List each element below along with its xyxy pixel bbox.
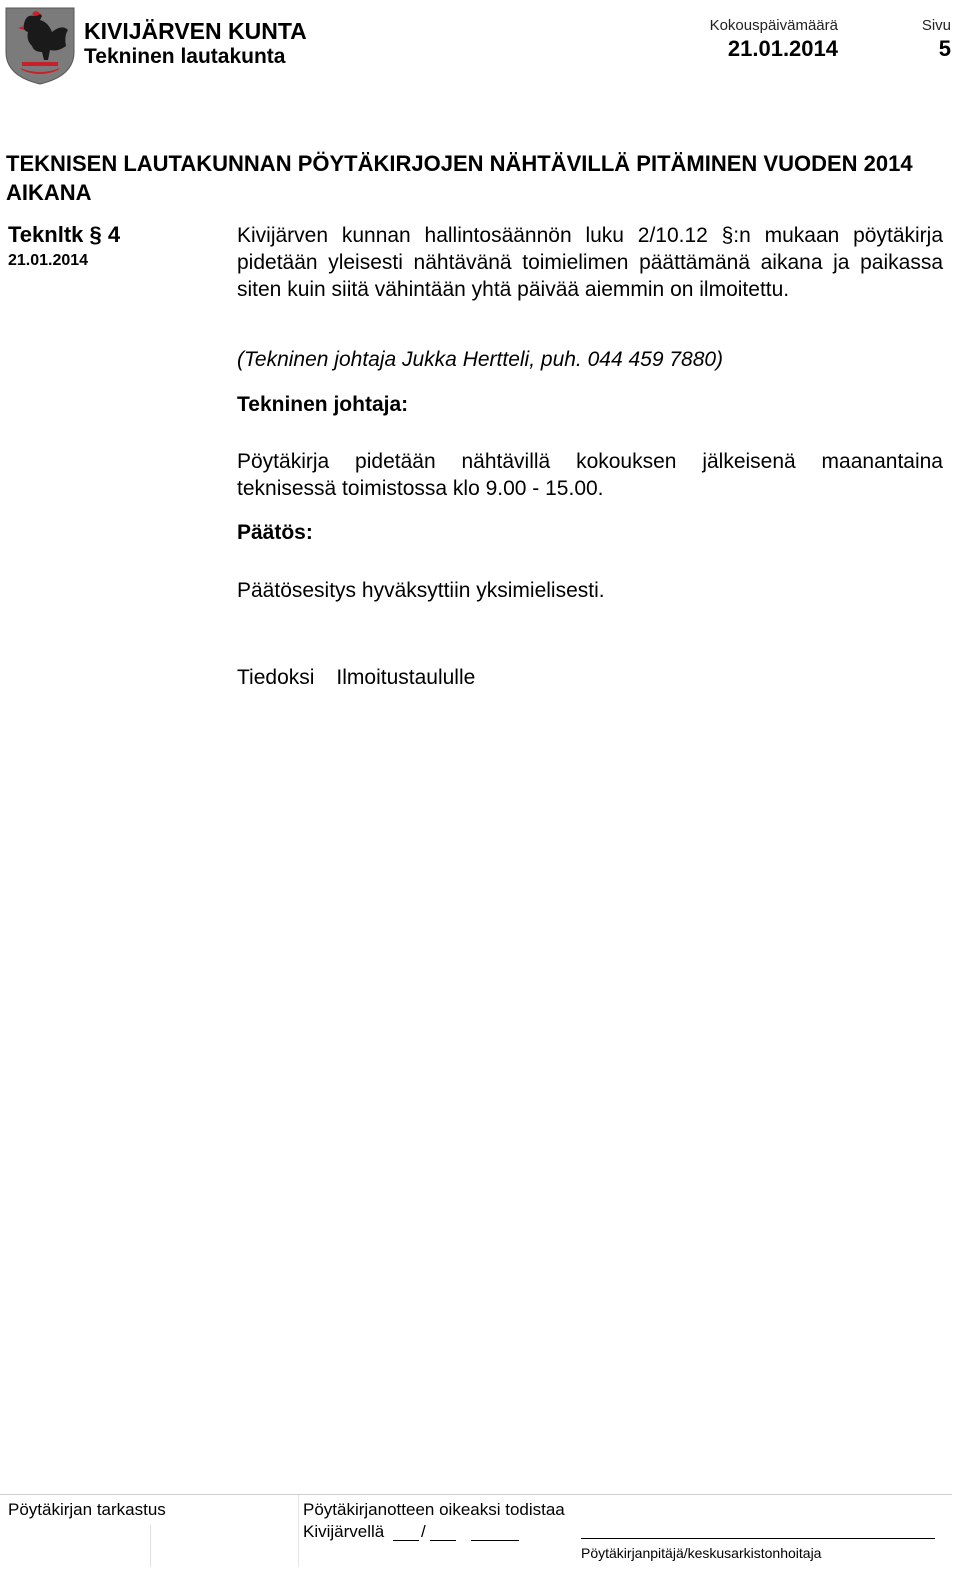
meeting-date-label: Kokouspäivämäärä bbox=[709, 17, 838, 34]
distribution-value: Ilmoitustaululle bbox=[336, 666, 476, 689]
proposal-text: Pöytäkirja pidetään nähtävillä kokouksen jälkeisenä maanantaina teknisessä toimistossa klo 9.00 - 15.00. bbox=[237, 450, 943, 500]
section-id: Teknltk § 4 bbox=[8, 222, 121, 247]
review-divider bbox=[150, 1525, 151, 1567]
review-column bbox=[0, 1495, 299, 1567]
section-date: 21.01.2014 bbox=[8, 252, 89, 269]
date-separator: / bbox=[421, 1522, 426, 1541]
signature-line bbox=[581, 1538, 935, 1539]
decision-text: Päätösesitys hyväksyttiin yksimielisesti. bbox=[237, 579, 605, 602]
proposal-heading: Tekninen johtaja: bbox=[237, 393, 409, 416]
document-title: TEKNISEN LAUTAKUNNAN PÖYTÄKIRJOJEN NÄHTÄVILLÄ PITÄMINEN VUODEN 2014 AIKANA bbox=[6, 151, 913, 205]
signature-footer bbox=[0, 1494, 952, 1567]
distribution-line bbox=[237, 664, 943, 691]
meeting-date: 21.01.2014 bbox=[727, 36, 838, 61]
day-blank bbox=[393, 1540, 419, 1541]
page-label: Sivu bbox=[921, 17, 951, 34]
page-number: 5 bbox=[938, 36, 951, 61]
paragraph-intro: Kivijärven kunnan hallintosäännön luku 2/10.12 §:n mukaan pöytäkirja pidetään yleisesti nähtävänä toimielimen päättämänä aikana ja paikassa siten kuin siitä vähintään yhtä päivää aiemmin on ilmoitettu. bbox=[237, 224, 943, 301]
rooster-crest-icon bbox=[4, 6, 76, 86]
signer-title: Pöytäkirjanpitäjä/keskusarkistonhoitaja bbox=[581, 1545, 822, 1561]
board-name: Tekninen lautakunta bbox=[84, 45, 286, 68]
month-blank bbox=[430, 1540, 456, 1541]
year-blank bbox=[471, 1540, 519, 1541]
place-label: Kivijärvellä bbox=[303, 1522, 385, 1541]
review-label: Pöytäkirjan tarkastus bbox=[8, 1500, 166, 1519]
organization-name: KIVIJÄRVEN KUNTA bbox=[84, 18, 307, 44]
distribution-label: Tiedoksi bbox=[237, 666, 315, 689]
certify-column bbox=[299, 1495, 952, 1567]
preparer-note: (Tekninen johtaja Jukka Hertteli, puh. 044 459 7880) bbox=[237, 348, 724, 371]
certify-label: Pöytäkirjanotteen oikeaksi todistaa bbox=[303, 1500, 565, 1519]
decision-heading: Päätös: bbox=[237, 521, 313, 544]
